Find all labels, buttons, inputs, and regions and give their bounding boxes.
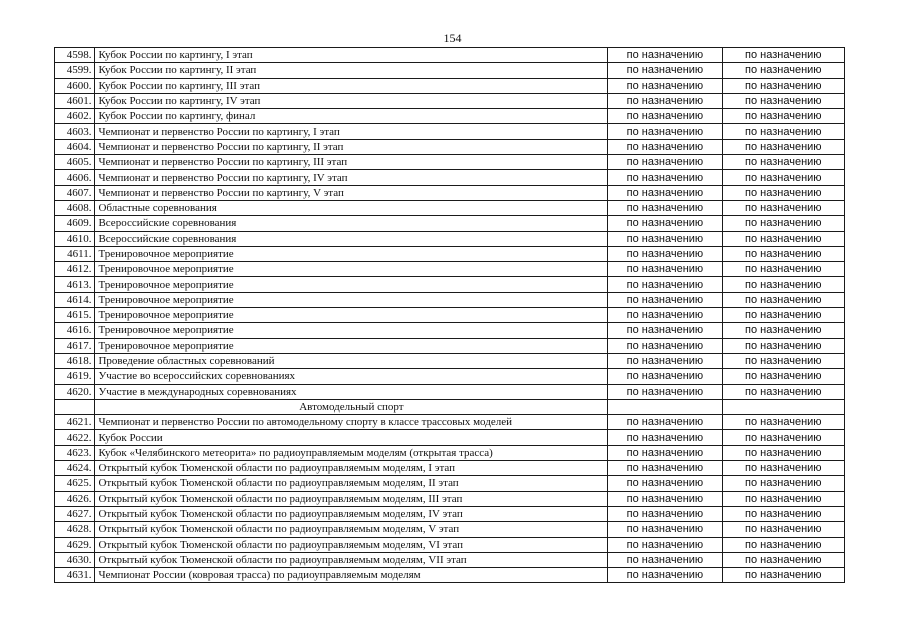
assignment-cell: по назначению	[722, 415, 844, 430]
assignment-cell: по назначению	[608, 200, 722, 215]
assignment-cell: по назначению	[608, 216, 722, 231]
assignment-cell: по назначению	[722, 48, 844, 63]
event-name-cell: Тренировочное мероприятие	[95, 262, 608, 277]
table-row	[55, 246, 845, 261]
assignment-cell: по назначению	[722, 155, 844, 170]
event-name-cell: Всероссийские соревнования	[95, 231, 608, 246]
table-row	[55, 568, 845, 583]
row-number-cell: 4614.	[55, 292, 95, 307]
row-number-cell: 4600.	[55, 78, 95, 93]
table-row	[55, 506, 845, 521]
assignment-cell: по назначению	[722, 445, 844, 460]
assignment-cell: по назначению	[722, 216, 844, 231]
assignment-cell: по назначению	[608, 491, 722, 506]
event-name-cell: Тренировочное мероприятие	[95, 277, 608, 292]
table-row	[55, 384, 845, 399]
assignment-cell: по назначению	[722, 200, 844, 215]
row-number-cell: 4616.	[55, 323, 95, 338]
assignment-cell: по назначению	[608, 369, 722, 384]
section-title-cell: Автомодельный спорт	[95, 399, 608, 414]
row-number-cell: 4626.	[55, 491, 95, 506]
event-name-cell: Тренировочное мероприятие	[95, 338, 608, 353]
row-number-cell: 4618.	[55, 353, 95, 368]
assignment-cell: по назначению	[608, 476, 722, 491]
assignment-cell: по назначению	[608, 353, 722, 368]
assignment-cell: по назначению	[722, 93, 844, 108]
table-row	[55, 430, 845, 445]
assignment-cell: по назначению	[722, 262, 844, 277]
table-row	[55, 461, 845, 476]
assignment-cell: по назначению	[722, 109, 844, 124]
page-number: 154	[443, 31, 462, 45]
event-name-cell: Открытый кубок Тюменской области по радиоуправляемым моделям, IV этап	[95, 506, 608, 521]
assignment-cell: по назначению	[608, 262, 722, 277]
row-number-cell	[55, 399, 95, 414]
assignment-cell: по назначению	[722, 522, 844, 537]
table-row	[55, 292, 845, 307]
assignment-cell: по назначению	[722, 185, 844, 200]
table-row	[55, 139, 845, 154]
assignment-cell: по назначению	[608, 308, 722, 323]
table-row	[55, 537, 845, 552]
table-row	[55, 445, 845, 460]
table-row	[55, 491, 845, 506]
assignment-cell: по назначению	[608, 124, 722, 139]
row-number-cell: 4607.	[55, 185, 95, 200]
event-name-cell: Чемпионат и первенство России по картингу, V этап	[95, 185, 608, 200]
event-name-cell: Участие во всероссийских соревнованиях	[95, 369, 608, 384]
assignment-cell: по назначению	[608, 338, 722, 353]
row-number-cell: 4599.	[55, 63, 95, 78]
assignment-cell: по назначению	[722, 308, 844, 323]
assignment-cell: по назначению	[608, 537, 722, 552]
assignment-cell: по назначению	[608, 48, 722, 63]
assignment-cell: по назначению	[722, 506, 844, 521]
event-name-cell: Чемпионат и первенство России по картингу, II этап	[95, 139, 608, 154]
event-name-cell: Кубок России по картингу, финал	[95, 109, 608, 124]
table-body	[55, 48, 845, 583]
assignment-cell: по назначению	[608, 170, 722, 185]
table-row	[55, 262, 845, 277]
assignment-cell: по назначению	[608, 323, 722, 338]
assignment-cell: по назначению	[722, 277, 844, 292]
row-number-cell: 4631.	[55, 568, 95, 583]
assignment-cell: по назначению	[608, 430, 722, 445]
event-name-cell: Областные соревнования	[95, 200, 608, 215]
table-row	[55, 338, 845, 353]
table-row	[55, 353, 845, 368]
event-name-cell: Кубок России по картингу, III этап	[95, 78, 608, 93]
assignment-cell: по назначению	[722, 552, 844, 567]
event-name-cell: Чемпионат и первенство России по автомодельному спорту в классе трассовых моделей	[95, 415, 608, 430]
assignment-cell: по назначению	[722, 491, 844, 506]
assignment-cell: по назначению	[722, 430, 844, 445]
row-number-cell: 4608.	[55, 200, 95, 215]
assignment-cell: по назначению	[608, 461, 722, 476]
event-name-cell: Открытый кубок Тюменской области по радиоуправляемым моделям, II этап	[95, 476, 608, 491]
event-name-cell: Чемпионат и первенство России по картингу, III этап	[95, 155, 608, 170]
assignment-cell: по назначению	[608, 63, 722, 78]
assignment-cell: по назначению	[608, 568, 722, 583]
section-header-row	[55, 399, 845, 414]
assignment-cell: по назначению	[608, 155, 722, 170]
event-name-cell: Кубок России по картингу, IV этап	[95, 93, 608, 108]
row-number-cell: 4630.	[55, 552, 95, 567]
assignment-cell: по назначению	[608, 552, 722, 567]
assignment-cell: по назначению	[608, 231, 722, 246]
row-number-cell: 4629.	[55, 537, 95, 552]
table-row	[55, 476, 845, 491]
table-row	[55, 522, 845, 537]
row-number-cell: 4606.	[55, 170, 95, 185]
assignment-cell: по назначению	[608, 277, 722, 292]
assignment-cell: по назначению	[722, 384, 844, 399]
assignment-cell: по назначению	[608, 246, 722, 261]
row-number-cell: 4621.	[55, 415, 95, 430]
row-number-cell: 4622.	[55, 430, 95, 445]
row-number-cell: 4625.	[55, 476, 95, 491]
table-row	[55, 124, 845, 139]
row-number-cell: 4627.	[55, 506, 95, 521]
event-name-cell: Открытый кубок Тюменской области по радиоуправляемым моделям, VII этап	[95, 552, 608, 567]
assignment-cell: по назначению	[722, 476, 844, 491]
table-row	[55, 369, 845, 384]
row-number-cell: 4612.	[55, 262, 95, 277]
table-row	[55, 63, 845, 78]
row-number-cell: 4605.	[55, 155, 95, 170]
assignment-cell: по назначению	[722, 124, 844, 139]
event-name-cell: Открытый кубок Тюменской области по радиоуправляемым моделям, V этап	[95, 522, 608, 537]
row-number-cell: 4615.	[55, 308, 95, 323]
assignment-cell: по назначению	[608, 292, 722, 307]
assignment-cell	[722, 399, 844, 414]
assignment-cell: по назначению	[608, 139, 722, 154]
assignment-cell: по назначению	[722, 63, 844, 78]
row-number-cell: 4601.	[55, 93, 95, 108]
assignment-cell: по назначению	[722, 78, 844, 93]
table-row	[55, 93, 845, 108]
event-name-cell: Тренировочное мероприятие	[95, 292, 608, 307]
event-name-cell: Чемпионат и первенство России по картингу, IV этап	[95, 170, 608, 185]
assignment-cell: по назначению	[608, 384, 722, 399]
table-row	[55, 185, 845, 200]
table-row	[55, 48, 845, 63]
table-row	[55, 552, 845, 567]
assignment-cell: по назначению	[722, 292, 844, 307]
assignment-cell	[608, 399, 722, 414]
event-name-cell: Открытый кубок Тюменской области по радиоуправляемым моделям, VI этап	[95, 537, 608, 552]
assignment-cell: по назначению	[608, 506, 722, 521]
row-number-cell: 4598.	[55, 48, 95, 63]
assignment-cell: по назначению	[722, 246, 844, 261]
row-number-cell: 4610.	[55, 231, 95, 246]
table-row	[55, 415, 845, 430]
row-number-cell: 4617.	[55, 338, 95, 353]
table-row	[55, 200, 845, 215]
event-name-cell: Кубок России по картингу, I этап	[95, 48, 608, 63]
event-name-cell: Проведение областных соревнований	[95, 353, 608, 368]
table-row	[55, 231, 845, 246]
event-name-cell: Тренировочное мероприятие	[95, 323, 608, 338]
assignment-cell: по назначению	[722, 338, 844, 353]
assignment-cell: по назначению	[722, 537, 844, 552]
assignment-cell: по назначению	[608, 93, 722, 108]
assignment-cell: по назначению	[608, 78, 722, 93]
table-row	[55, 155, 845, 170]
row-number-cell: 4624.	[55, 461, 95, 476]
assignment-cell: по назначению	[608, 185, 722, 200]
assignment-cell: по назначению	[722, 568, 844, 583]
row-number-cell: 4628.	[55, 522, 95, 537]
event-name-cell: Тренировочное мероприятие	[95, 308, 608, 323]
assignment-cell: по назначению	[722, 353, 844, 368]
event-name-cell: Кубок «Челябинского метеорита» по радиоуправляемым моделям (открытая трасса)	[95, 445, 608, 460]
assignment-cell: по назначению	[608, 445, 722, 460]
table-row	[55, 216, 845, 231]
assignment-cell: по назначению	[608, 522, 722, 537]
event-name-cell: Тренировочное мероприятие	[95, 246, 608, 261]
event-name-cell: Открытый кубок Тюменской области по радиоуправляемым моделям, I этап	[95, 461, 608, 476]
row-number-cell: 4602.	[55, 109, 95, 124]
assignment-cell: по назначению	[722, 369, 844, 384]
event-name-cell: Кубок России по картингу, II этап	[95, 63, 608, 78]
row-number-cell: 4609.	[55, 216, 95, 231]
assignment-cell: по назначению	[722, 139, 844, 154]
row-number-cell: 4603.	[55, 124, 95, 139]
assignment-cell: по назначению	[608, 415, 722, 430]
assignment-cell: по назначению	[722, 231, 844, 246]
assignment-cell: по назначению	[608, 109, 722, 124]
table-row	[55, 170, 845, 185]
row-number-cell: 4613.	[55, 277, 95, 292]
assignment-cell: по назначению	[722, 170, 844, 185]
row-number-cell: 4620.	[55, 384, 95, 399]
event-name-cell: Открытый кубок Тюменской области по радиоуправляемым моделям, III этап	[95, 491, 608, 506]
table-row	[55, 109, 845, 124]
events-table	[54, 47, 845, 583]
event-name-cell: Чемпионат и первенство России по картингу, I этап	[95, 124, 608, 139]
event-name-cell: Чемпионат России (ковровая трасса) по радиоуправляемым моделям	[95, 568, 608, 583]
assignment-cell: по назначению	[722, 323, 844, 338]
event-name-cell: Кубок России	[95, 430, 608, 445]
row-number-cell: 4611.	[55, 246, 95, 261]
assignment-cell: по назначению	[722, 461, 844, 476]
row-number-cell: 4623.	[55, 445, 95, 460]
table-row	[55, 308, 845, 323]
table-row	[55, 323, 845, 338]
table-row	[55, 78, 845, 93]
event-name-cell: Всероссийские соревнования	[95, 216, 608, 231]
table-row	[55, 277, 845, 292]
event-name-cell: Участие в международных соревнованиях	[95, 384, 608, 399]
row-number-cell: 4604.	[55, 139, 95, 154]
row-number-cell: 4619.	[55, 369, 95, 384]
